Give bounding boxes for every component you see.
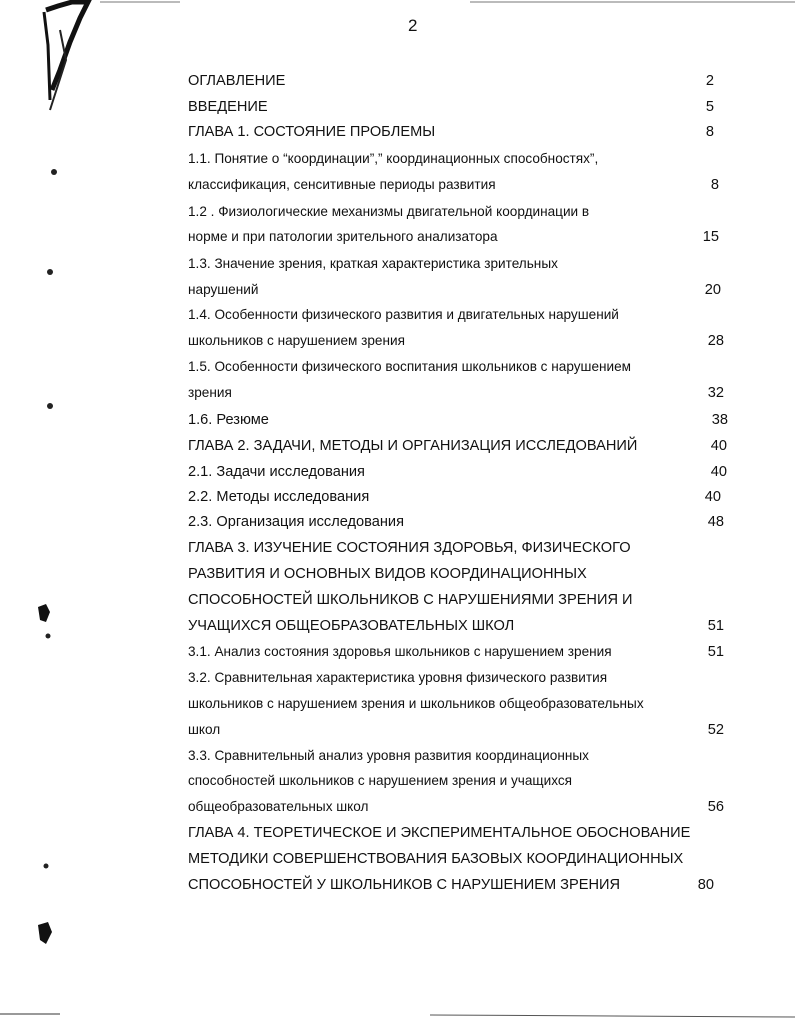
toc-line: школьников с нарушением зрения [188,333,405,348]
toc-page-number: 51 [707,644,724,660]
toc-line: ГЛАВА 3. ИЗУЧЕНИЕ СОСТОЯНИЯ ЗДОРОВЬЯ, ФИЗИЧЕСКОГО [188,540,631,556]
toc-page-number: 38 [711,412,728,428]
toc-line: 3.1. Анализ состояния здоровья школьников с нарушением зрения [188,644,612,659]
toc-line: общеобразовательных школ [188,799,369,814]
toc-line: 3.3. Сравнительный анализ уровня развития координационных [188,748,589,763]
toc-line: 2.1. Задачи исследования [188,464,365,480]
toc-line: СПОСОБНОСТЕЙ У ШКОЛЬНИКОВ С НАРУШЕНИЕМ ЗРЕНИЯ [188,877,621,893]
toc-line: классификация, сенситивные периоды развития [188,177,496,192]
toc-line: 1.1. Понятие о “координации”,” координационных способностях”, [188,151,599,166]
toc-page-number: 8 [710,177,719,193]
toc-line: ВВЕДЕНИЕ [188,99,268,115]
toc-line: нарушений [188,282,259,297]
page-number: 2 [408,16,418,35]
toc-line: школьников с нарушением зрения и школьников общеобразовательных [188,696,644,711]
toc-line: УЧАЩИХСЯ ОБЩЕОБРАЗОВАТЕЛЬНЫХ ШКОЛ [188,618,515,634]
toc-line: 1.5. Особенности физического воспитания школьников с нарушением [188,359,632,374]
toc-page-number: 2 [705,73,714,89]
toc-line: МЕТОДИКИ СОВЕРШЕНСТВОВАНИЯ БАЗОВЫХ КООРДИНАЦИОННЫХ [188,851,684,867]
toc-page-number: 8 [705,124,714,140]
toc-line: 2.2. Методы исследования [188,489,370,505]
toc-page-number: 28 [707,333,724,349]
toc-page-number: 56 [707,799,724,815]
toc-line: ОГЛАВЛЕНИЕ [188,73,286,89]
toc-line: зрения [188,385,232,400]
toc-page-number: 80 [697,877,714,893]
toc-line: 1.2 . Физиологические механизмы двигательной координации в [188,204,590,219]
toc-page-number: 32 [707,385,724,401]
toc-page-number: 40 [704,489,721,505]
toc-line: 1.3. Значение зрения, краткая характеристика зрительных [188,256,558,271]
toc-page-number: 40 [710,464,727,480]
toc-page-number: 5 [705,99,714,115]
toc-line: 2.3. Организация исследования [188,514,404,530]
toc-page-number: 20 [704,282,721,298]
toc-page-number: 40 [710,438,727,454]
toc-page-number: 15 [702,229,719,245]
toc-line: 1.6. Резюме [188,412,269,428]
toc-line: школ [188,722,221,737]
toc-line: норме и при патологии зрительного анализатора [188,229,498,244]
toc-page-number: 52 [707,722,724,738]
toc-line: ГЛАВА 2. ЗАДАЧИ, МЕТОДЫ И ОРГАНИЗАЦИЯ ИССЛЕДОВАНИЙ [188,438,638,454]
toc-line: 1.4. Особенности физического развития и двигательных нарушений [188,307,619,322]
toc-line: 3.2. Сравнительная характеристика уровня физического развития [188,670,608,685]
toc-line: ГЛАВА 4. ТЕОРЕТИЧЕСКОЕ И ЭКСПЕРИМЕНТАЛЬНОЕ ОБОСНОВАНИЕ [188,825,691,841]
toc-line: РАЗВИТИЯ И ОСНОВНЫХ ВИДОВ КООРДИНАЦИОННЫХ [188,566,587,582]
toc-page-number: 51 [707,618,724,634]
toc-line: СПОСОБНОСТЕЙ ШКОЛЬНИКОВ С НАРУШЕНИЯМИ ЗРЕНИЯ И [188,592,633,608]
toc-page-number: 48 [707,514,724,530]
toc-line: способностей школьников с нарушением зрения и учащихся [188,773,572,788]
toc-line: ГЛАВА 1. СОСТОЯНИЕ ПРОБЛЕМЫ [188,124,436,140]
